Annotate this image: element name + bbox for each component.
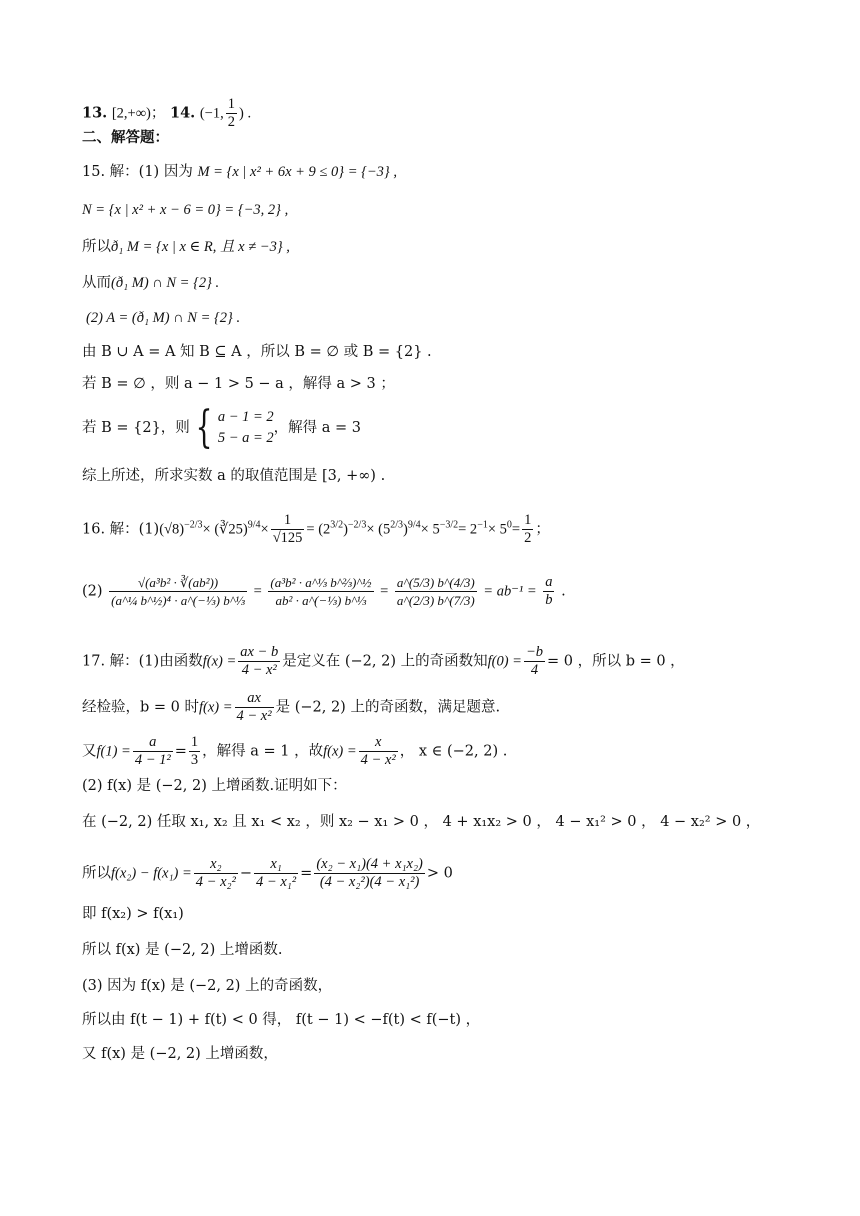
q16-frac-b [268,574,373,609]
q17-f1-den: 4 − 1² [134,752,171,768]
q16-frac-b-num: (a³b² · a^⅓ b^⅔)^½ [270,575,372,590]
q14-fraction [226,96,237,131]
q16-e6: × (5 [366,521,391,538]
q17-final-num: x [359,734,398,752]
q17-diff-c-den: (4 − x₂²)(4 − x₁²) [319,874,420,890]
q16-e7: ) [403,521,408,538]
q17-diff-minus: − [239,865,253,882]
q15-line-3 [82,237,290,257]
q16-part2: (2) $\frac{\text{√(a³b² · ∛(ab²))}}{\text{(a\textasciicircum{}¼ b\textasciicircum{}½)⁴ · a\textasciicircum{}(−⅓) b\textasciicircum{}⅓}}$ = $\frac{\text{(a³b² · a\textasciicircum{}⅓ b\textasciicircum{}⅔)\textasciicircum{}½}}{\text{ab² · a\textasciicircum{}(−⅓) b\textasciicircum{}⅓}}$ = $\frac{a\^{}(5/3) b\^{}(4/3)}{a\^{}(2/3) b\^{}(7/3)}$ = ab⁻¹ = $\frac{a}{b}$ . [82,574,566,608]
q15-line-1 [82,162,397,182]
brace-icon: { [195,402,213,453]
q16-part1 [82,512,550,547]
q17-f1-eq: = [174,743,187,760]
q17-frac1-num: ax − b [240,644,279,660]
q15-case-two-pre: 若 B = {2}，则 [82,420,190,436]
q17-frac2-num: −b [525,644,543,660]
q16-e9: = 2 [458,521,478,538]
q16-p4: −2/3 [347,519,367,531]
q17-final-fx: f(x) = [323,743,357,760]
q17-f1-num: a [133,734,173,752]
q16-frac1-den: √125 [272,530,303,546]
q16-p7: −3/2 [439,519,459,531]
q17-frac2-den: 4 [530,662,539,678]
q16-e11: = [511,521,521,538]
q16-result-frac [522,512,533,547]
q17-also: 又 [82,743,97,760]
q16-frac-c [395,574,477,609]
q16-e5: ) [343,521,348,538]
q17-third-num: 1 [190,734,199,750]
q16-e1: (√8) [159,521,185,538]
q16-frac-a [109,574,247,609]
section-heading: 二、解答题： [82,129,169,146]
q17-f1-frac [133,734,173,769]
separator: ； [150,105,166,122]
q17-diff-post: > 0 [426,865,453,882]
q16-frac1-num: 1 [271,512,305,530]
q17-third [189,734,200,769]
q16-p2: 9/4 [247,519,261,531]
q17-fx: f(x) = [202,653,237,670]
q16-frac-d-num: a [545,574,553,590]
q15-case-empty: 若 B = ∅ ，则 a − 1 > 5 − a ，解得 a > 3 ； [82,376,395,392]
q17-increasing: 所以 f(x) 是 (−2, 2) 上增函数. [82,942,283,958]
q14-answer-pre: (−1, [199,105,224,122]
q14-frac-den: 2 [227,114,235,130]
q16-p9: 0 [506,519,512,531]
q15-so: 所以 [82,239,111,255]
q15-head: 15. 解：(1) 因为 [82,164,193,180]
q15-part2-b: 由 B ∪ A = A 知 B ⊆ A ，所以 B = ∅ 或 B = {2} . [82,344,432,360]
q15-case-two-post: ，解得 a = 3 [273,420,361,436]
q16-frac-a-den: (a^¼ b^½)⁴ · a^(−⅓) b^⅓ [111,593,245,608]
q17-frac2 [524,644,545,679]
q15-intersection: (ð₁ M) ∩ N = {2} . [111,275,220,291]
q15-complement: ð₁ M = {x | x ∈ R, 且 x ≠ −3} , [111,239,290,255]
q17-line-1 [82,644,685,679]
q13-answer: [2,+∞) [111,105,151,122]
q16-frac-c-num: a^(5/3) b^(4/3) [396,575,475,590]
q15-part2-a: (2) A = (ð₁ M) ∩ N = {2} . [86,310,241,326]
q17-check-fx: f(x) = [198,699,233,716]
q16-e3: × [260,521,269,538]
q17-line-2 [82,690,500,725]
q15-thus: 从而 [82,275,111,291]
q17-part2-diff [82,856,453,891]
q17-part2-take: 在 (−2, 2) 任取 x₁, x₂ 且 x₁ < x₂ ，则 x₂ − x₁ > 0 ， 4 + x₁x₂ > 0 ， 4 − x₁² > 0 ， 4 − x₂² > 0 ， [82,814,761,830]
q17-check-pre: 经检验，b = 0 时 [82,699,199,716]
q16-frac-d-den: b [545,592,553,608]
q16-e10: × 5 [487,521,507,538]
q15-case-two [82,402,361,453]
q15-set-n: N = {x | x² + x − 6 = 0} = {−3, 2} , [82,202,289,218]
q17-diff-a-num: x₂ [194,856,238,874]
q17-diff-lhs: f(x₂) − f(x₁) = [111,865,192,882]
q17-diff-a [194,856,238,891]
q17-diff-pre: 所以 [82,865,111,882]
q17-f0: f(0) = [487,653,522,670]
q16-frac-b-den: ab² · a^(−⅓) b^⅓ [275,593,367,608]
q17-final-den: 4 − x² [360,752,396,768]
q17-solve: ，解得 a = 1 ，故 [202,743,324,760]
q17-part3-ineq: 所以由 f(t − 1) + f(t) < 0 得， f(t − 1) < −f(t) < f(−t) ， [82,1012,481,1028]
q16-p6: 9/4 [407,519,421,531]
q15-set-m: M = {x | x² + 6x + 9 ≤ 0} = {−3} , [197,164,397,180]
q16-end: ； [535,521,550,538]
q17-final-post: ， x ∈ (−2, 2) . [399,743,508,760]
q17-diff-b-den: 4 − x₁² [256,874,297,890]
q17-check-num: ax [235,690,274,708]
q16-result-den: 2 [524,530,532,546]
q16-p1: −2/3 [184,519,203,531]
q16-head: 16. 解：(1) [82,521,160,538]
q17-diff-c [314,856,425,891]
q16-e8: × 5 [420,521,440,538]
q16-frac1 [271,512,305,547]
q14-number: 14. [170,104,196,122]
q16-e4: = (2 [306,521,331,538]
q16-p3: 3/2 [330,519,344,531]
q15-line-4 [82,273,219,293]
q17-diff-b-num: x₁ [254,856,298,874]
q16-frac-d [543,574,554,609]
q16-frac-c-den: a^(2/3) b^(7/3) [396,593,475,608]
answer-line-13-14 [82,96,251,131]
q16-part2-end: . [561,583,566,600]
q17-final-frac [359,734,398,769]
q15-system [218,407,274,449]
q17-part3-inc: 又 f(x) 是 (−2, 2) 上增函数， [82,1046,278,1062]
q17-check-frac [235,690,274,725]
q14-answer-post: ) . [238,105,252,122]
q17-part3-head: (3) 因为 f(x) 是 (−2, 2) 上的奇函数， [82,978,333,994]
q17-post: = 0 ，所以 b = 0 ， [547,653,685,670]
q17-part2-head: (2) f(x) 是 (−2, 2) 上增函数.证明如下： [82,778,347,794]
q16-mid: = ab⁻¹ = [483,583,537,600]
q16-p5: 2/3 [390,519,404,531]
q15-eq2: 5 − a = 2 [217,430,274,446]
q16-part2-head: (2) [82,583,103,600]
q17-frac1-den: 4 − x² [241,662,277,678]
q15-eq1: a − 1 = 2 [217,409,274,425]
q17-so-that: 即 f(x₂) > f(x₁) [82,906,184,922]
q16-result-num: 1 [524,512,532,528]
q17-check-den: 4 − x² [236,708,272,724]
q17-f1: f(1) = [96,743,131,760]
q17-pre: 17. 解：(1)由函数 [82,653,203,670]
q17-diff-b [254,856,298,891]
q17-check-post: 是 (−2, 2) 上的奇函数，满足题意. [275,699,501,716]
q17-third-den: 3 [190,752,199,768]
q17-diff-eq: = [300,865,313,882]
q17-line-3 [82,734,507,769]
q13-number: 13. [82,104,108,122]
q17-mid: 是定义在 (−2, 2) 上的奇函数知 [282,653,488,670]
q14-frac-num: 1 [227,96,235,112]
q15-conclusion: 综上所述，所求实数 a 的取值范围是 [3, +∞) . [82,468,386,484]
q17-diff-a-den: 4 − x₂² [195,874,236,890]
q17-frac1 [238,644,280,679]
q17-diff-c-num: (x₂ − x₁)(4 + x₁x₂) [316,856,423,872]
q16-frac-a-num: √(a³b² · ∛(ab²)) [109,574,247,592]
q16-p8: −1 [477,519,488,531]
q16-e2: × (∛25) [202,521,248,538]
